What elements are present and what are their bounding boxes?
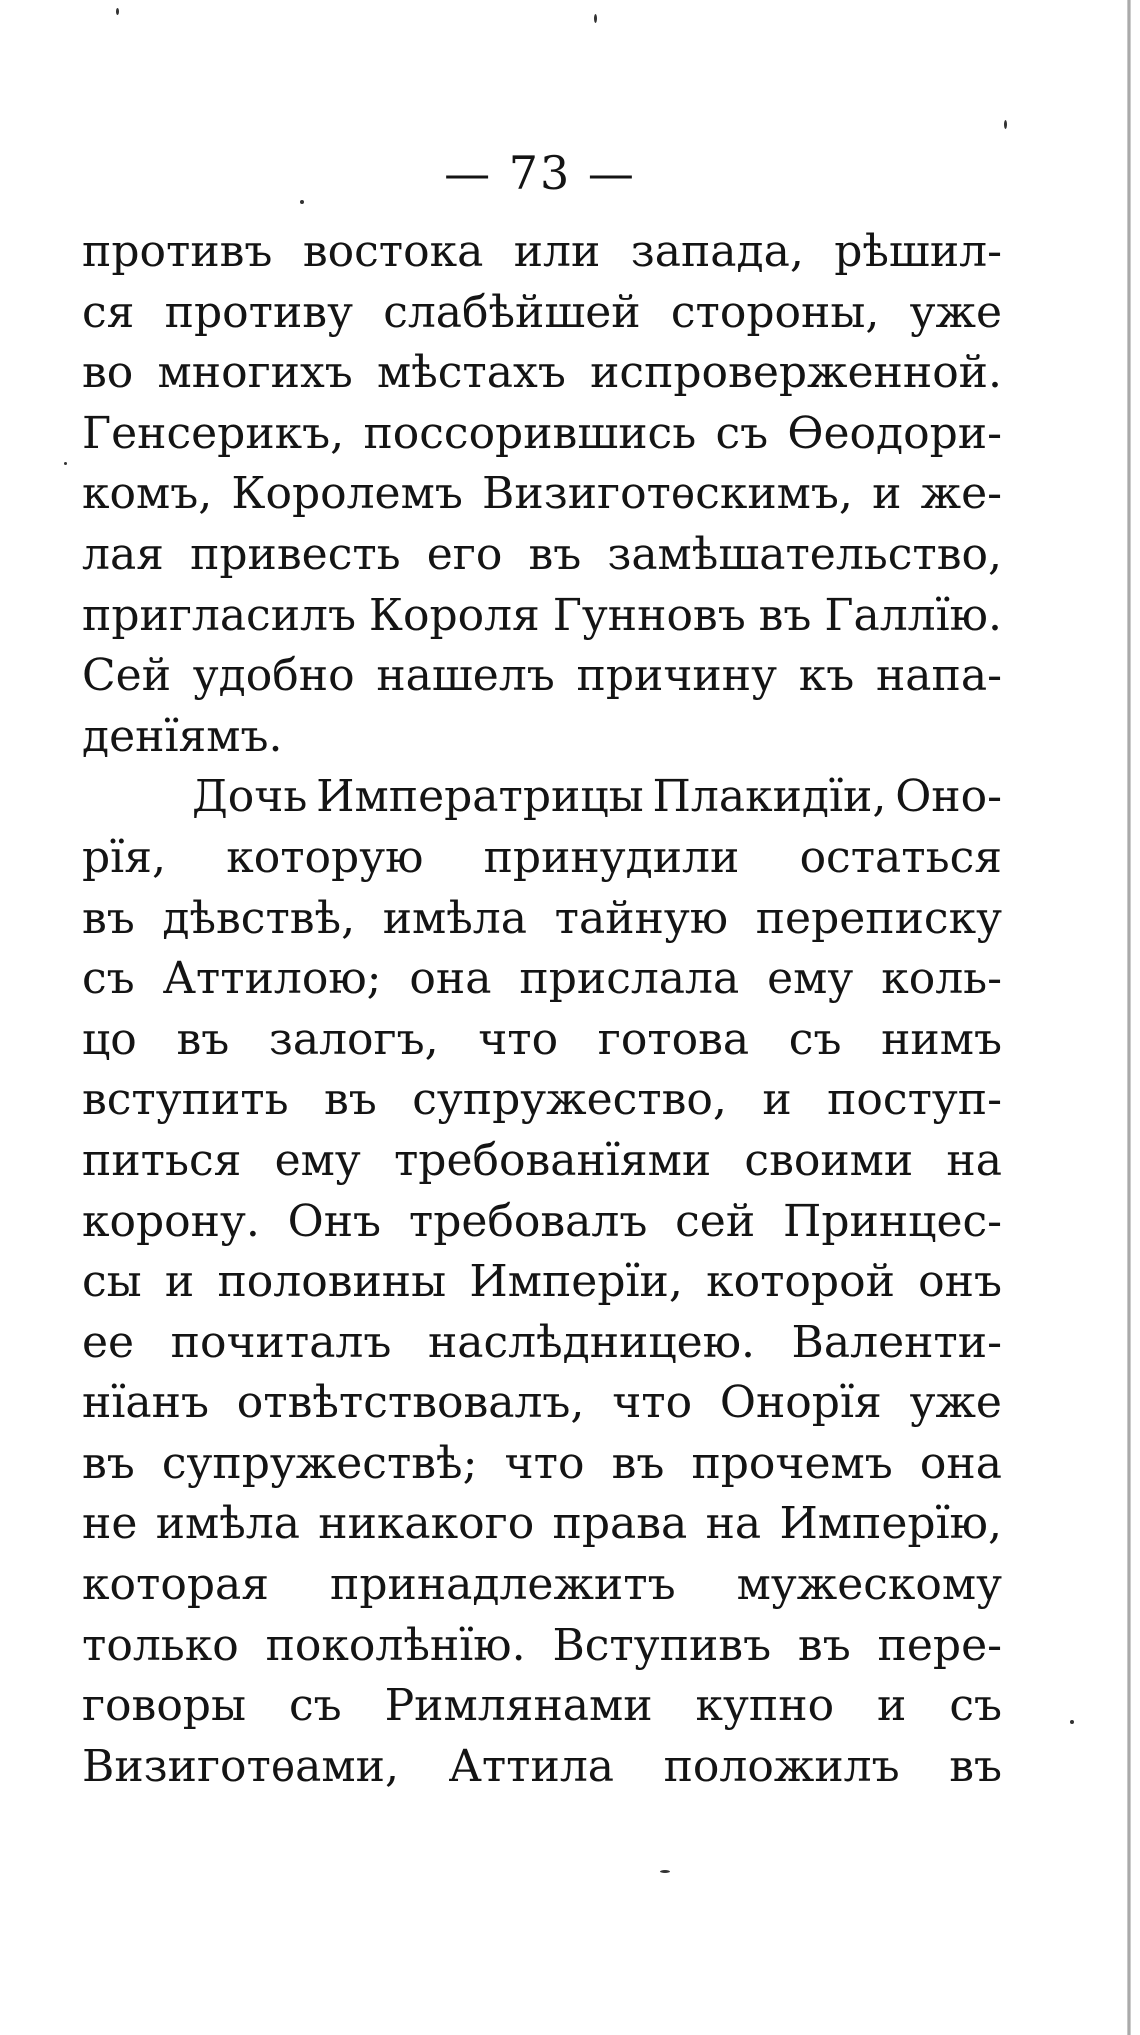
word: въ	[82, 892, 135, 944]
word: рѣшил-	[834, 226, 1002, 277]
word: на	[705, 1498, 762, 1550]
text-line	[82, 1252, 1002, 1313]
text-line	[82, 707, 1002, 768]
text-line	[82, 767, 1002, 828]
word: мѣстахъ	[377, 347, 566, 399]
text-line	[82, 1192, 1002, 1253]
word: или	[513, 226, 601, 277]
word: почиталъ	[170, 1316, 392, 1368]
text-line	[82, 1131, 1002, 1192]
word: которой	[706, 1256, 895, 1308]
word: она	[409, 953, 492, 1005]
word: съ	[788, 1013, 842, 1065]
word: съ	[949, 1680, 1002, 1732]
text-line	[82, 283, 1002, 344]
word: прочемъ	[691, 1437, 893, 1489]
word: Генсерикъ,	[82, 407, 345, 459]
text-line	[82, 1616, 1002, 1677]
word: привесть	[190, 528, 401, 580]
text-line	[82, 949, 1002, 1010]
word: Аттила	[448, 1740, 615, 1792]
text-line	[82, 1373, 1002, 1434]
word: многихъ	[157, 347, 353, 399]
word: въ	[82, 1437, 135, 1489]
scan-speck	[1004, 120, 1007, 129]
word: поссорившись	[363, 407, 697, 459]
word: тайную	[554, 892, 729, 944]
word: своими	[744, 1134, 914, 1186]
scan-speck	[116, 8, 119, 15]
text-line	[82, 586, 1002, 647]
text-line	[82, 222, 1002, 283]
word: корону.	[82, 1195, 260, 1247]
word: съ	[82, 953, 135, 1005]
word: съ	[288, 1680, 342, 1732]
text-line	[82, 1555, 1002, 1616]
word: права	[552, 1498, 688, 1550]
word: коль-	[881, 953, 1002, 1005]
word: ему	[767, 953, 854, 1005]
text-line	[82, 464, 1002, 525]
word: поколѣнїю.	[265, 1619, 526, 1671]
word: никакого	[318, 1498, 535, 1550]
body-text	[82, 222, 1002, 1797]
word: супружествѣ;	[161, 1437, 478, 1489]
word: поступ-	[827, 1074, 1002, 1126]
word: Императрицы	[316, 771, 644, 823]
word: съ	[715, 407, 769, 459]
word: и	[872, 468, 902, 520]
word: сей	[675, 1195, 756, 1247]
word: Гунновъ	[552, 589, 746, 641]
word: говоры	[82, 1680, 246, 1732]
word: положилъ	[663, 1740, 900, 1792]
word: ее	[82, 1316, 135, 1368]
word: его	[426, 528, 503, 580]
word: на	[946, 1134, 1002, 1186]
word: рїя,	[82, 831, 166, 883]
scan-speck	[300, 200, 304, 204]
word: въ	[797, 1619, 851, 1671]
word: которую	[226, 831, 424, 883]
text-line	[82, 343, 1002, 404]
word: Визиготѳскимъ,	[482, 468, 853, 520]
word: денїямъ.	[82, 710, 283, 762]
word: принудили	[483, 831, 740, 883]
word: къ	[798, 650, 855, 702]
word: Сей	[82, 650, 172, 702]
word: въ	[528, 528, 582, 580]
word: во	[82, 347, 134, 399]
word: пере-	[877, 1619, 1002, 1671]
word: что	[612, 1377, 693, 1429]
scan-speck	[660, 1870, 670, 1873]
word: Имперїю,	[779, 1498, 1002, 1550]
word: запада,	[630, 226, 804, 277]
text-line	[82, 1737, 1002, 1798]
word: питься	[82, 1134, 242, 1186]
word: отвѣтствовалъ,	[236, 1377, 585, 1429]
word: комъ,	[82, 468, 213, 520]
word: и	[164, 1256, 195, 1308]
word: половины	[217, 1256, 447, 1308]
text-line	[82, 646, 1002, 707]
text-line	[82, 1676, 1002, 1737]
word: остаться	[799, 831, 1002, 883]
word: дѣвствѣ,	[162, 892, 356, 944]
text-line	[82, 1070, 1002, 1131]
page-edge-shadow	[1127, 0, 1131, 2035]
word: готова	[597, 1013, 750, 1065]
text-line	[82, 404, 1002, 465]
word: нашелъ	[376, 650, 555, 702]
word: замѣшательство,	[607, 528, 1002, 580]
word: испроверженной.	[590, 347, 1002, 399]
word: имѣла	[155, 1498, 300, 1550]
word: и	[877, 1680, 907, 1732]
word: слабѣйшей	[383, 286, 641, 338]
word: Оно-	[895, 771, 1002, 823]
word: Принцес-	[782, 1195, 1002, 1247]
word: супружество,	[412, 1074, 727, 1126]
word: Ѳеодори-	[787, 407, 1002, 459]
scan-speck	[594, 14, 597, 23]
word: уже	[909, 286, 1002, 338]
word: принадлежитъ	[330, 1559, 676, 1611]
word: Римлянами	[384, 1680, 653, 1732]
word: лая	[82, 528, 164, 580]
word: ему	[274, 1134, 361, 1186]
word: Имперїи,	[469, 1256, 683, 1308]
word: противъ	[82, 226, 273, 277]
text-line	[82, 1494, 1002, 1555]
word: ся	[82, 286, 135, 338]
word: мужескому	[736, 1559, 1002, 1611]
word: что	[504, 1437, 585, 1489]
word: не	[82, 1498, 138, 1550]
word: онъ	[918, 1256, 1002, 1308]
word: и	[762, 1074, 792, 1126]
word: Вступивъ	[552, 1619, 772, 1671]
word: въ	[949, 1740, 1002, 1792]
word: пригласилъ	[82, 589, 356, 641]
word: Онъ	[287, 1195, 382, 1247]
word: которая	[82, 1559, 269, 1611]
word: уже	[909, 1377, 1002, 1429]
word: прислала	[519, 953, 740, 1005]
text-line	[82, 1434, 1002, 1495]
word: цо	[82, 1013, 137, 1065]
word: удобно	[192, 650, 355, 702]
word: Королемъ	[231, 468, 463, 520]
word: Онорїя	[719, 1377, 882, 1429]
scan-speck	[1070, 1720, 1074, 1724]
text-line	[82, 525, 1002, 586]
word: вступить	[82, 1074, 289, 1126]
word: имѣла	[382, 892, 527, 944]
word: Галлїю.	[824, 589, 1002, 641]
word: стороны,	[670, 286, 880, 338]
text-line	[82, 1313, 1002, 1374]
word: требованїями	[393, 1134, 712, 1186]
word: напа-	[875, 650, 1002, 702]
word: купно	[695, 1680, 835, 1732]
word: въ	[611, 1437, 665, 1489]
word: нїанъ	[82, 1377, 209, 1429]
word: Дочь	[192, 771, 308, 823]
word: востока	[302, 226, 484, 277]
word: въ	[324, 1074, 377, 1126]
word: противу	[164, 286, 353, 338]
text-line	[82, 889, 1002, 950]
page-number: — 73 —	[444, 146, 636, 200]
word: Плакидїи,	[652, 771, 887, 823]
scan-speck	[64, 462, 67, 465]
word: Визиготѳами,	[82, 1740, 399, 1792]
word: залогъ,	[268, 1013, 439, 1065]
word: что	[478, 1013, 559, 1065]
word: только	[82, 1619, 239, 1671]
word: же-	[920, 468, 1002, 520]
text-line	[82, 1010, 1002, 1071]
word: сы	[82, 1256, 142, 1308]
word: наслѣдницею.	[427, 1316, 755, 1368]
word: причину	[576, 650, 777, 702]
word: требовалъ	[408, 1195, 648, 1247]
word: Короля	[368, 589, 540, 641]
text-line	[82, 828, 1002, 889]
word: нимъ	[881, 1013, 1002, 1065]
word: она	[919, 1437, 1002, 1489]
word: въ	[176, 1013, 230, 1065]
word: переписку	[755, 892, 1002, 944]
word: Аттилою;	[162, 953, 382, 1005]
word: въ	[758, 589, 812, 641]
word: Валенти-	[791, 1316, 1002, 1368]
